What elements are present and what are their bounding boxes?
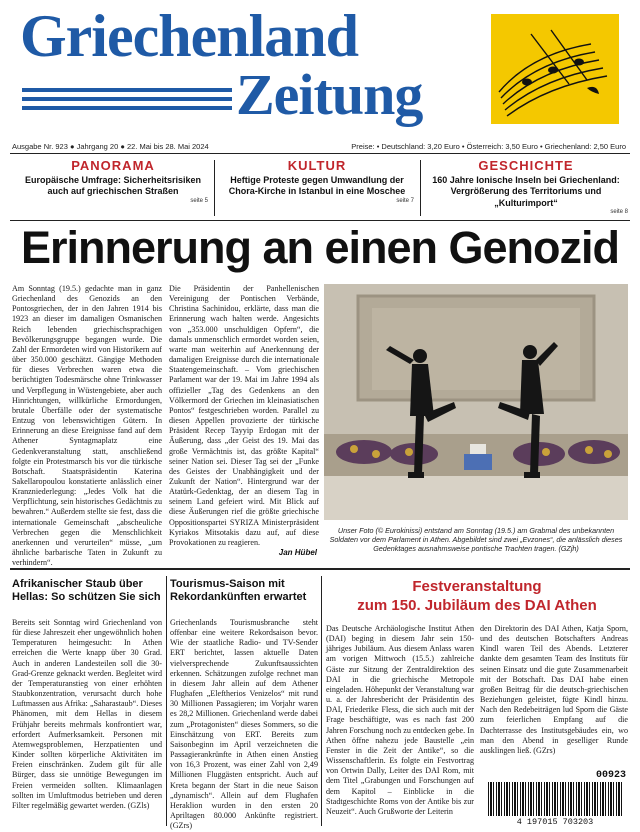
teaser-geschichte[interactable] <box>424 158 628 220</box>
evzones-photo <box>324 284 628 520</box>
masthead-title-line2: Zeitung <box>236 62 423 127</box>
photo-caption: Unser Foto (© Eurokinissi) entstand am Sonntag (19.5.) am Grabmal des unbekannten Soldaten vor dem Parlament in Athen. Abgebildet sind zwei „Evzones“, die anlässlich dieses Gedenktages ausnahmsweise pontische Trachten tragen. (GZjh) <box>329 526 623 553</box>
tourism-headline: Tourismus-Saison mit Rekordankünften erwartet <box>170 578 307 603</box>
teaser-text: 160 Jahre Ionische Inseln bei Griechenland: Vergrößerung des Territoriums und „Kulturimport“ <box>432 175 620 208</box>
teaser-kicker: PANORAMA <box>71 158 155 173</box>
divider <box>214 160 215 216</box>
divider <box>166 576 167 826</box>
music-notes-icon <box>491 14 619 124</box>
masthead-stripe <box>22 88 232 92</box>
dai-headline-line2: zum 150. Jubiläum des DAI Athen <box>357 597 597 614</box>
dai-headline-line1: Festveranstaltung <box>412 578 542 595</box>
teaser-page: seite 7 <box>396 197 414 204</box>
lead-photo <box>324 284 628 520</box>
teaser-panorama[interactable] <box>18 158 208 220</box>
teaser-kultur[interactable] <box>220 158 414 220</box>
teaser-kicker: GESCHICHTE <box>478 158 574 173</box>
teaser-text: Heftige Proteste gegen Umwandlung der Chora-Kirche in Istanbul in eine Moschee <box>228 175 406 197</box>
masthead-title-line1: Griechenland <box>20 3 359 69</box>
divider <box>321 576 322 826</box>
newspaper-logo <box>491 14 619 124</box>
masthead-stripe <box>22 97 232 101</box>
barcode-issue-number: 00923 <box>595 770 626 781</box>
barcode-block <box>482 770 628 830</box>
lead-author: Jan Hübel <box>278 548 317 557</box>
lead-column-2: Die Präsidentin der Panhellenischen Vereinigung der Pontischen Verbände, Christina Sachinidou, erklärte, dass man die Erinnerung wach halten werde. Angesichts von „353.000 unschuldigen Opfern“, die damals unmenschlich ermordet worden seien, warte man weiterhin auf Anerkennung der damaligen Ereignisse durch die internationale Staatengemeinschaft. – Vom griechischen Parlament war der 19. Mai im Jahre 1994 als offizieller „Tag des Gedenkens an den Völkermord der Griechen im kleinasiatischen Pontos“ festgeschrieben worden. Parallel zu diesen Appellen provozierte der türkische Präsident Recep Tayyip Erdogan mit der Äußerung, dass „der Geist des 19. Mai das große Vermächtnis ist, das größte Kapital“ seiner Nation sei. Dieser Tag sei der „Funke des Geistes der Unabhängigkeit und der Zukunft der Nation“. Hintergrund war der Atatürk-Gedenktag, der an diesem Tag in seinem Land gefeiert wird. Mit Blick auf diese Äußerungen rief die größte griechische Oppositionspartei SYRIZA Ministerpräsident Kyriakos Mitsotakis dazu auf, auf diese Provokationen zu reagieren. <box>169 284 319 547</box>
teaser-page: seite 5 <box>190 197 208 204</box>
barcode-digits: 4 197015 703203 <box>516 817 594 827</box>
dai-column-1: Das Deutsche Archäologische Institut Athen (DAI) beging in diesem Jahr sein 150-jähriges Jubiläum. Aus diesem Anlass waren am vorigen Mittwoch (15.5.) zahlreiche Gäste zur Sitzung der Zentraldirektion des DAI in die griechische Metropole eingeladen. Höhepunkt der Veranstaltung war u. a. der Jahresbericht der Präsidentin des DAI, Friederike Fless, die sich auch mit der Frage beschäftigte, was es nach fast 200 Jahren Forschung noch zu entdecken gebe. In Athen öffne nahezu jede Baustelle „ein Fenster in die Zeit der Antike“, so die Wissenschaftlerin. Es folgte ein Festvortrag von Ortwin Dally, Leiter des DAI Rom, mit dem Titel „Grabungen und Forschungen auf dem Kapitol – Einblicke in die Stadtgeschichte Roms von der Antike bis zur Neuzeit“. Auch Grußworte der Leiterin <box>326 624 474 816</box>
tourism-text: Griechenlands Tourismusbranche steht offenbar eine weitere Rekordsaison bevor. Wie der staatliche Radio- und TV-Sender ERT berichtet, lassen aktuelle Daten vielversprechende Zukunftsaussichten erkennen. Schätzungen zufolge rechnet man in diesem Jahr allein auf dem Athener Flughafen „Eleftherios Venizelos“ mit rund 30 Millionen Passagieren; im Vorjahr waren es 28,2 Millionen. Griechenland werde dabei zum „Protagonisten“ dieses Sommers, so die Einschätzung von ERT. Bereits zum Saisonbeginn im April verzeichneten die Passagierankrünfte in Athen einen Anstieg von 16,3 Prozent, was einer Zahl von 2,49 Millionen Fluggästen entspricht. Auch auf Kreta begann der Start in die neue Saison „dynamisch“. Allein auf dem Flughafen Heraklion wurden in den ersten 20 Apriltagen 80.000 Ankünfte registriert. (GZrs) <box>170 618 318 831</box>
price-info: Preise: • Deutschland: 3,20 Euro • Österreich: 3,50 Euro • Griechenland: 2,50 Euro <box>351 142 626 151</box>
teaser-kicker: KULTUR <box>287 158 347 173</box>
teaser-page: seite 8 <box>610 208 628 215</box>
issue-info: Ausgabe Nr. 923 ● Jahrgang 20 ● 22. Mai bis 28. Mai 2024 <box>12 142 209 151</box>
lead-column-1: Am Sonntag (19.5.) gedachte man in ganz Griechenland des Genozids an den Pontosgriechen, der in den Jahren 1914 bis 1923 an dieser im damaligen Osmanischen Reich lebenden griechischsprachigen Bevölkerungsgruppe begangen wurde. Die Zahl der Ermordeten wird von Historikern auf über 350.000 geschätzt. Gängige Methoden für dieses Verbrechen waren etwa die berüchtigten Todesmärsche ohne Trinkwasser und Verpflegung in Wüstengebiete, aber auch Hinrichtungen, willkürliche Ermordungen, brutale Überfälle oder der systematische Entzug von lebenswichtigen Gütern. In Erinnerung an diese Ereignisse fand auf dem Athener Syntagmaplatz eine Gedenkveranstaltung statt, anschließend folgte ein Protestmarsch bis vor die türkische Botschaft. Staatspräsidentin Katerina Sakellaropoulou konstatierte anlässlich einer Kranzniederlegung: „Jedes Volk hat die Verpflichtung, sein historisches Gedächtnis zu bewahren.“ Außerdem stellte sie fest, dass die internationale Gemeinschaft „abscheuliche Verbrechen gegen die Menschlichkeit anerkennen und verurteilen“ müsse, „um ähnliche barbarische Taten in Zukunft zu verhindern“. <box>12 284 162 568</box>
sahara-headline: Afrikanischer Staub über Hellas: So schützen Sie sich <box>12 578 161 603</box>
divider <box>10 568 630 570</box>
barcode-icon <box>488 782 622 816</box>
masthead-stripe <box>22 106 232 110</box>
sahara-text: Bereits seit Sonntag wird Griechenland von für diese Jahreszeit eher ungewöhnlich hohen Temperaturen heimgesucht: In Athen erreichen die Werte knapp über 30 Grad. Auch in anderen Landesteilen soll die 30-Grad-Grenze geknackt werden. Begleitet wird der Temperaturanstieg von einer erhöhten Staubkonzentration, verursacht durch hohe Luftmassen aus Afrika: „Saharastaub“. Dieses Phänomen, mit dem Hellas in diesem Frühjahr bereits mehrmals konfrontiert war, erfordert Aufmerksamkeit. Personen mit Atemwegsproblemen, Herzpatienten und Kinder sollten körperliche Aktivitäten im Freien einschränken. Zudem gilt für alle Bürger, dass sie unnötige Bewegungen im Freien vermeiden sollten. Klimaanlagen sollten im Umluftmodus betrieben und deren Filter regelmäßig gewartet werden. (GZls) <box>12 618 162 810</box>
divider <box>420 160 421 216</box>
lead-headline: Erinnerung an einen Genozid <box>20 222 620 273</box>
divider <box>10 153 630 154</box>
divider <box>10 220 630 221</box>
dai-column-2: den Direktorin des DAI Athen, Katja Sporn, und des deutschen Botschafters Andreas Kindl waren Teil des Abends. Letzterer dankte dem gesamten Team des Instituts für seinen Einsatz und die gute Zusammenarbeit mit der Botschaft. Das DAI habe einen großen Beitrag für die deutsch-griechischen Beziehungen geleistet, fügte Kindl hinzu. Nach den Redebeiträgen lud Sporn die Gäste zum feierlichen Empfang auf die Dachterrasse des Institutsgebäudes ein, wo man den Abend in geselliger Runde ausklingen ließ. (GZrs) <box>480 624 628 755</box>
teaser-text: Europäische Umfrage: Sicherheitsrisiken auch auf griechischen Straßen <box>24 175 202 197</box>
